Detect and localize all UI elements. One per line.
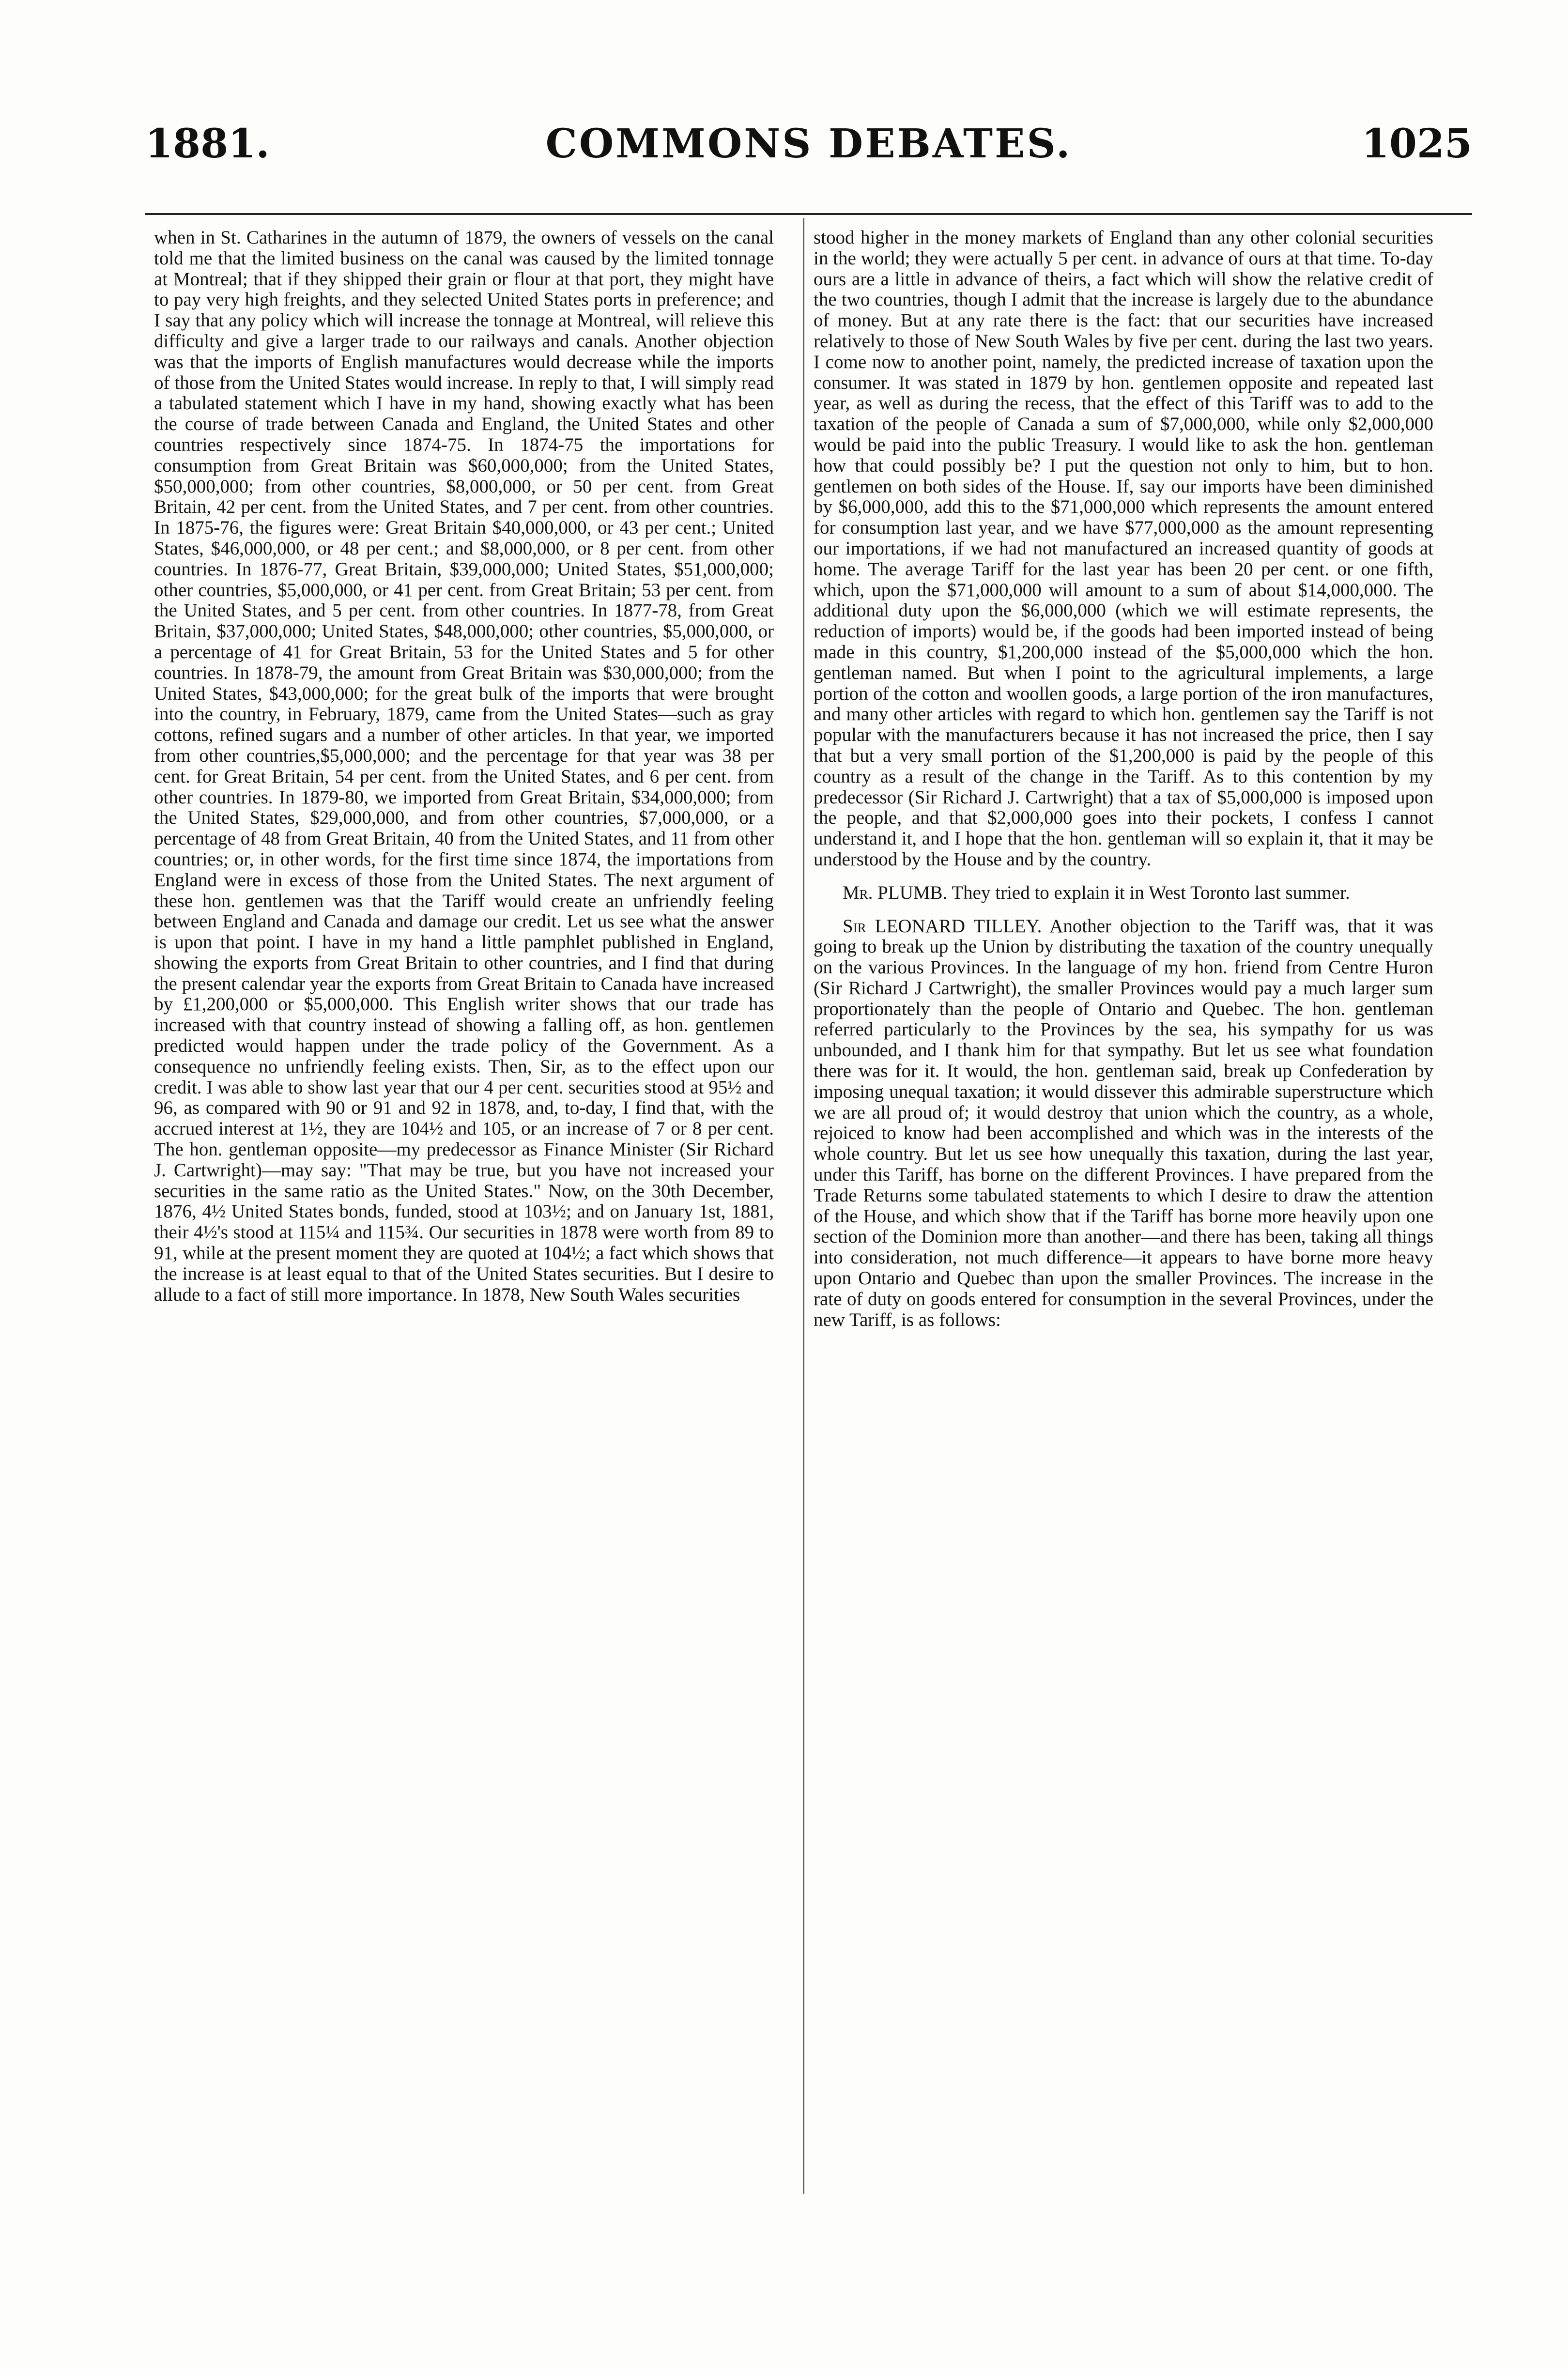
speech-tilley bbox=[814, 916, 1433, 1331]
speech-plumb bbox=[814, 883, 1433, 904]
page-header bbox=[145, 108, 1472, 180]
speech-text: They tried to explain it in West Toronto last summer. bbox=[952, 882, 1350, 903]
speech-text: Another objection to the Tariff was, that it was going to break up the Union by distributing the taxation of the country unequally on the various Provinces. In the language of my hon. friend from Centre Huron (Sir Richard J Cartwright), the smaller Provinces would pay a much larger sum proportionately than the people of Ontario and Quebec. The hon. gentleman referred particularly to the Provinces by the sea, his sympathy for us was unbounded, and I thank him for that sympathy. But let us see what foundation there was for it. It would, the hon. gentleman said, break up Confederation by imposing unequal taxation; it would dissever this admirable superstructure which we are all proud of; it would destroy that union which the country, as a whole, rejoiced to know had been accomplished and which was in the interests of the whole country. But let us see how unequally this taxation, during the last year, under this Tariff, has borne on the different Provinces. I have prepared from the Trade Returns some tabulated statements to which I desire to draw the attention of the House, and which show that if the Tariff has borne more heavily upon one section of the Dominion more than another—and there has been, taking all things into consideration, not much difference—it appears to have borne more heavy upon Ontario and Quebec than upon the smaller Provinces. The increase in the rate of duty on goods entered for consumption in the several Provinces, under the new Tariff, is as follows: bbox=[814, 915, 1433, 1330]
speaker-name: Mr. PLUMB. bbox=[843, 882, 948, 903]
column-divider bbox=[803, 218, 804, 2194]
header-title: COMMONS DEBATES. bbox=[545, 121, 1072, 167]
left-column bbox=[154, 228, 774, 1305]
speaker-name: Sir LEONARD TILLEY. bbox=[843, 915, 1042, 937]
right-column bbox=[814, 228, 1433, 1330]
header-year: 1881. bbox=[145, 121, 270, 167]
left-paragraph: when in St. Catharines in the autumn of 1879, the owners of vessels on the canal told me that the limited business on the canal was caused by the limited tonnage at Montreal; that if they shipped their grain or flour at that port, they might have to pay very high freights, and they selected United States ports in preference; and I say that any policy which will increase the tonnage at Montreal, will relieve this difficulty and give a larger trade to our railways and canals. Another objection was that the imports of English manufactures would decrease while the imports of those from the United States would increase. In reply to that, I will simply read a tabulated statement which I have in my hand, showing exactly what has been the course of trade between Canada and England, the United States and other countries respectively since 1874-75. In 1874-75 the importations for consumption from Great Britain was $60,000,000; from the United States, $50,000,000; from other countries, $8,000,000, or 50 per cent. from Great Britain, 42 per cent. from the United States, and 7 per cent. from other countries. In 1875-76, the figures were: Great Britain $40,000,000, or 43 per cent.; United States, $46,000,000, or 48 per cent.; and $8,000,000, or 8 per cent. from other countries. In 1876-77, Great Britain, $39,000,000; United States, $51,000,000; other countries, $5,000,000, or 41 per cent. from Great Britain; 53 per cent. from the United States, and 5 per cent. from other countries. In 1877-78, from Great Britain, $37,000,000; United States, $48,000,000; other countries, $5,000,000, or a percentage of 41 for Great Britain, 53 for the United States and 5 for other countries. In 1878-79, the amount from Great Britain was $30,000,000; from the United States, $43,000,000; for the great bulk of the imports that were brought into the country, in February, 1879, came from the United States—such as gray cottons, refined sugars and a number of other articles. In that year, we imported from other countries,$5,000,000; and the percentage for that year was 38 per cent. for Great Britain, 54 per cent. from the United States, and 6 per cent. from other countries. In 1879-80, we imported from Great Britain, $34,000,000; from the United States, $29,000,000, and from other countries, $7,000,000, or a percentage of 48 from Great Britain, 40 from the United States, and 11 from other countries; or, in other words, for the first time since 1874, the importations from England were in excess of those from the United States. The next argument of these hon. gentlemen was that the Tariff would create an unfriendly feeling between England and Canada and damage our credit. Let us see what the answer is upon that point. I have in my hand a little pamphlet published in England, showing the exports from Great Britain to other countries, and I find that during the present calendar year the exports from Great Britain to Canada have increased by £1,200,000 or $5,000,000. This English writer shows that our trade has increased with that country instead of showing a falling off, as hon. gentlemen predicted would happen under the trade policy of the Government. As a consequence no unfriendly feeling exists. Then, Sir, as to the effect upon our credit. I was able to show last year that our 4 per cent. securities stood at 95½ and 96, as compared with 90 or 91 and 92 in 1878, and, to-day, I find that, with the accrued interest at 1½, they are 104½ and 105, or an increase of 7 or 8 per cent. The hon. gentleman opposite—my predecessor as Finance Minister (Sir Richard J. Cartwright)—may say: "That may be true, but you have not increased your securities in the same ratio as the United States." Now, on the 30th December, 1876, 4½ United States bonds, funded, stood at 103½; and on January 1st, 1881, their 4½'s stood at 115¼ and 115¾. Our securities in 1878 were worth from 89 to 91, while at the present moment they are quoted at 104½; a fact which shows that the increase is at least equal to that of the United States securities. But I desire to allude to a fact of still more importance. In 1878, New South Wales securities bbox=[154, 227, 774, 1305]
header-page-number: 1025 bbox=[1361, 121, 1472, 167]
right-paragraph-continued: stood higher in the money markets of England than any other colonial securities in the world; they were actually 5 per cent. in advance of ours at that time. To-day ours are a little in advance of theirs, a fact which will show the relative credit of the two countries, though I admit that the increase is largely due to the abundance of money. But at any rate there is the fact: that our securities have increased relatively to those of New South Wales by five per cent. during the last two years. I come now to another point, namely, the predicted increase of taxation upon the consumer. It was stated in 1879 by hon. gentlemen opposite and repeated last year, as well as during the recess, that the effect of this Tariff was to add to the taxation of the people of Canada a sum of $7,000,000, while only $2,000,000 would be paid into the public Treasury. I would like to ask the hon. gentleman how that could possibly be? I put the question not only to him, but to hon. gentlemen on both sides of the House. If, say our imports have been diminished by $6,000,000, add this to the $71,000,000 which represents the amount entered for consumption last year, and we have $77,000,000 as the amount representing our importations, if we had not manufactured an increased quantity of goods at home. The average Tariff for the last year has been 20 per cent. or one fifth, which, upon the $71,000,000 will amount to a sum of about $14,000,000. The additional duty upon the $6,000,000 (which we will estimate represents, the reduction of imports) would be, if the goods had been imported instead of being made in this country, $1,200,000 instead of the $5,000,000 which the hon. gentleman named. But when I point to the agricultural implements, a large portion of the cotton and woollen goods, a large portion of the iron manufactures, and many other articles with regard to which hon. gentlemen say the Tariff is not popular with the manufacturers because it has not increased the price, then I say that but a very small portion of the $1,200,000 is paid by the people of this country as a result of the change in the Tariff. As to this contention by my predecessor (Sir Richard J. Cartwright) that a tax of $5,000,000 is imposed upon the people, and that $2,000,000 goes into their pockets, I confess I cannot understand it, and I hope that the hon. gentleman will so explain it, that it may be understood by the House and by the country. bbox=[814, 227, 1433, 870]
header-rule bbox=[145, 213, 1472, 215]
